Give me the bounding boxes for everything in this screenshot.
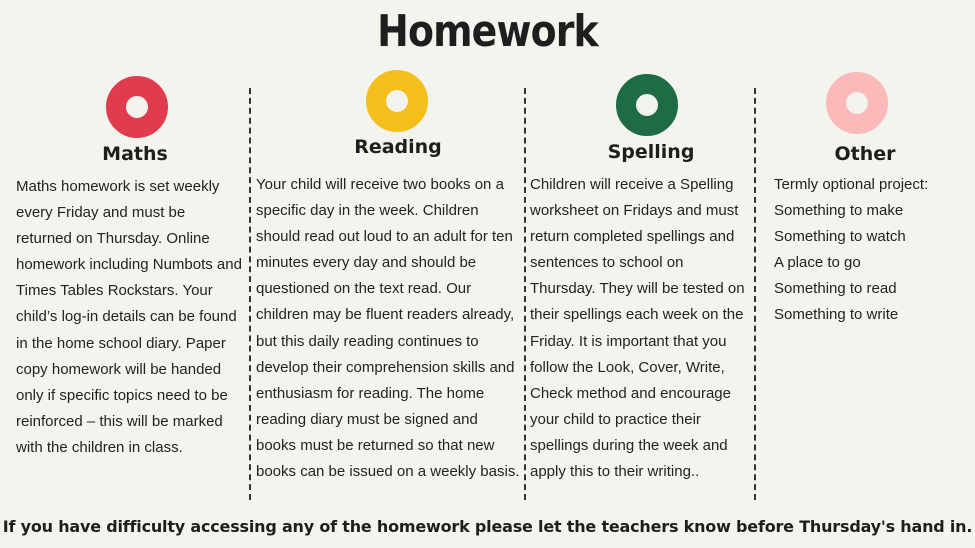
list-item: Something to read <box>774 280 897 298</box>
reading-ring-icon <box>366 70 428 132</box>
other-list <box>774 172 969 329</box>
maths-ring-icon <box>106 76 168 138</box>
reading-heading: Reading <box>354 136 442 158</box>
list-item: Termly optional project: <box>774 176 929 193</box>
list-item: Something to write <box>774 306 899 324</box>
other-ring-icon <box>826 72 888 134</box>
column-divider <box>249 88 251 500</box>
other-heading: Other <box>834 143 896 165</box>
spelling-text: Children will receive a Spelling worksheet on Fridays and must return completed spellings and sentences to school on Thursday. They will be tested on their spellings each week on the Friday. It is important that you follow the Look, Cover, Write, Check method and encourage your child to practice their spellings during the week and apply this to their writing.. <box>530 176 745 481</box>
footer-note: If you have difficulty accessing any of the homework please let the teachers know before Thursday's hand in. <box>2 517 973 536</box>
list-item: Something to make <box>774 202 904 220</box>
page-title: Homework <box>377 6 598 57</box>
spelling-heading: Spelling <box>607 141 695 163</box>
spelling-ring-icon <box>616 74 678 136</box>
list-item: A place to go <box>774 254 861 272</box>
column-divider <box>524 88 526 500</box>
reading-text: Your child will receive two books on a specific day in the week. Children should read out loud to an adult for ten minutes every day and should be questioned on the text read. Our children may be fluent readers already, but this daily reading continues to develop their comprehension skills and enthusiasm for reading. The home reading diary must be signed and books must be returned so that new books can be issued on a weekly basis. <box>256 176 520 481</box>
list-item: Something to watch <box>774 228 906 246</box>
maths-text: Maths homework is set weekly every Friday and must be returned on Thursday. Online homework including Numbots and Times Tables Rockstars. Your child’s log-in details can be found in the home school diary. Paper copy homework will be handed only if specific topics need to be reinforced – this will be marked with the children in class. <box>16 178 242 456</box>
maths-heading: Maths <box>102 143 168 165</box>
column-divider <box>754 88 756 500</box>
